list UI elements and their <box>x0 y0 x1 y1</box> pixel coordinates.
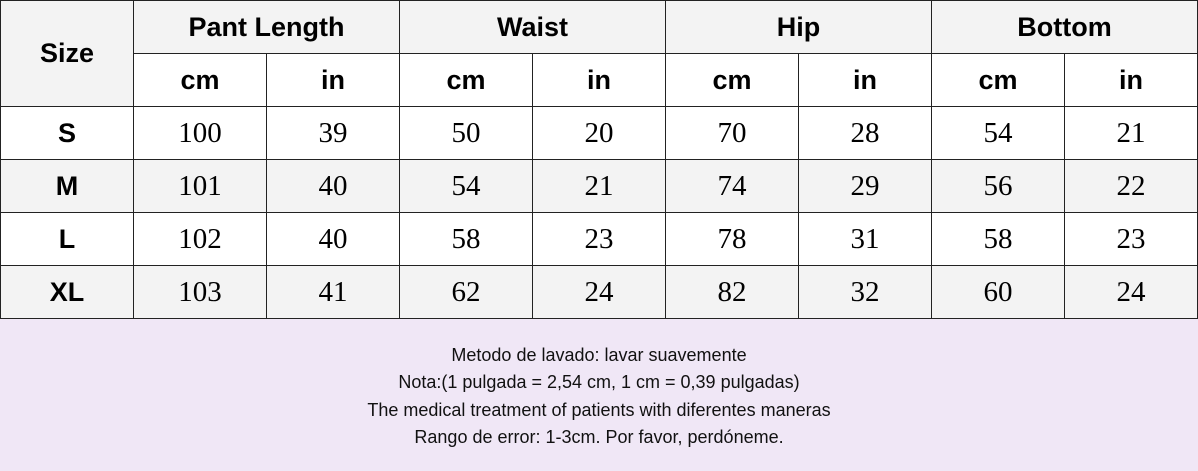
table-cell: 31 <box>799 213 932 266</box>
table-cell: 70 <box>666 107 799 160</box>
size-label: S <box>1 107 134 160</box>
washing-method-note: Metodo de lavado: lavar suavemente <box>451 344 747 365</box>
table-cell: 62 <box>400 266 533 319</box>
table-cell: 21 <box>533 160 666 213</box>
unit-header: cm <box>932 54 1065 107</box>
table-cell: 24 <box>1065 266 1198 319</box>
table-cell: 101 <box>134 160 267 213</box>
size-column-header: Size <box>1 1 134 107</box>
table-row <box>1 213 1198 266</box>
size-label: M <box>1 160 134 213</box>
table-cell: 82 <box>666 266 799 319</box>
table-cell: 41 <box>267 266 400 319</box>
table-cell: 100 <box>134 107 267 160</box>
table-cell: 58 <box>932 213 1065 266</box>
unit-conversion-note: Nota:(1 pulgada = 2,54 cm, 1 cm = 0,39 pulgadas) <box>398 372 800 392</box>
table-cell: 103 <box>134 266 267 319</box>
table-cell: 50 <box>400 107 533 160</box>
table-cell: 60 <box>932 266 1065 319</box>
unit-header: cm <box>134 54 267 107</box>
unit-header: in <box>267 54 400 107</box>
treatment-note: The medical treatment of patients with diferentes maneras <box>367 399 831 420</box>
unit-header: cm <box>666 54 799 107</box>
table-row <box>1 107 1198 160</box>
error-range-note: Rango de error: 1-3cm. Por favor, perdóneme. <box>414 427 784 447</box>
unit-header-row <box>1 54 1198 107</box>
table-cell: 24 <box>533 266 666 319</box>
table-row <box>1 266 1198 319</box>
unit-header: in <box>533 54 666 107</box>
table-cell: 20 <box>533 107 666 160</box>
group-header-pant-length: Pant Length <box>134 1 400 54</box>
care-notes-panel <box>0 320 1198 471</box>
table-row <box>1 160 1198 213</box>
unit-header: in <box>1065 54 1198 107</box>
unit-header: in <box>799 54 932 107</box>
unit-header: cm <box>400 54 533 107</box>
table-cell: 40 <box>267 160 400 213</box>
table-cell: 58 <box>400 213 533 266</box>
group-header-row <box>1 1 1198 54</box>
table-cell: 40 <box>267 213 400 266</box>
table-cell: 54 <box>932 107 1065 160</box>
table-cell: 54 <box>400 160 533 213</box>
table-cell: 28 <box>799 107 932 160</box>
table-cell: 29 <box>799 160 932 213</box>
table-cell: 32 <box>799 266 932 319</box>
group-header-hip: Hip <box>666 1 932 54</box>
group-header-waist: Waist <box>400 1 666 54</box>
table-cell: 21 <box>1065 107 1198 160</box>
table-cell: 102 <box>134 213 267 266</box>
table-cell: 23 <box>1065 213 1198 266</box>
table-cell: 39 <box>267 107 400 160</box>
table-cell: 74 <box>666 160 799 213</box>
table-cell: 22 <box>1065 160 1198 213</box>
size-label: XL <box>1 266 134 319</box>
table-cell: 56 <box>932 160 1065 213</box>
group-header-bottom: Bottom <box>932 1 1198 54</box>
table-cell: 23 <box>533 213 666 266</box>
table-cell: 78 <box>666 213 799 266</box>
size-label: L <box>1 213 134 266</box>
